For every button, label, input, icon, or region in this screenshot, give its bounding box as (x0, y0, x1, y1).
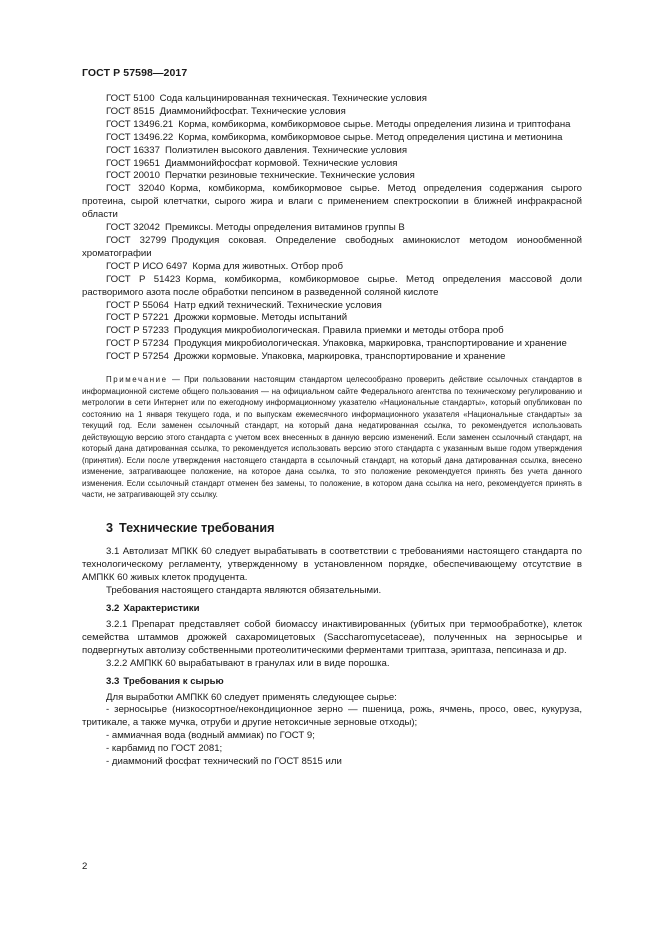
reference-title: Продукция микробиологическая. Упаковка, маркировка, транспортирование и хранение (174, 338, 567, 350)
reference-item (82, 222, 582, 235)
note-label: Примечание (106, 375, 168, 385)
list-item: - диаммоний фосфат технический по ГОСТ 8515 или (106, 756, 342, 768)
reference-item (82, 325, 582, 338)
reference-title: Диаммонийфосфат кормовой. Технические условия (164, 157, 398, 169)
reference-code: ГОСТ 13496.21 (106, 118, 174, 130)
reference-title: Корма, комбикорма, комбикормовое сырье. Методы определения лизина и триптофана (178, 118, 571, 130)
list-item: - зерносырье (низкосортное/некондиционное зерно — пшеница, рожь, ячмень, просо, овес, кукуруза, тритикале, а также мучка, отруби и другие нетоксичные зерновые отходы); (82, 704, 582, 729)
reference-title: Корма для животных. Отбор проб (192, 260, 343, 272)
subsection-title: Требования к сырью (123, 675, 224, 687)
reference-item (82, 274, 582, 300)
reference-title: Дрожжи кормовые. Упаковка, маркировка, транспортирование и хранение (174, 351, 506, 363)
section-title: Технические требования (119, 520, 275, 535)
reference-code: ГОСТ 20010 (106, 170, 160, 182)
reference-item (82, 235, 582, 261)
reference-title: Премиксы. Методы определения витаминов группы В (164, 222, 405, 234)
reference-title: Корма, комбикорма, комбикормовое сырье. Метод определения массовой доли растворимого азота после обработки пепсином в разведенной соляной кислоте (82, 273, 583, 298)
reference-item (82, 158, 582, 171)
reference-code: ГОСТ Р 51423 (106, 273, 181, 285)
reference-code: ГОСТ 8515 (106, 105, 155, 117)
reference-code: ГОСТ 32799 (106, 234, 167, 246)
subsection-title: Характеристики (123, 603, 200, 615)
subsection-heading-3-2 (106, 603, 582, 616)
reference-item (82, 261, 582, 274)
clause-3-1-mandatory: Требования настоящего стандарта являются обязательными. (106, 585, 382, 597)
reference-title: Продукция микробиологическая. Правила приемки и методы отбора проб (174, 325, 504, 337)
reference-code: ГОСТ 19651 (106, 157, 160, 169)
clause-3-2-1: 3.2.1 Препарат представляет собой биомассу инактивированных (убитых при термообработке), клеток семейства штаммов дрожжей сахаромицетовых (Saccharomycetaceae), полученных на зерносырье и подвергнутых автолизу собственными протеолитическими ферментами триптаза, эриптаза, пепсиназа и др. (82, 618, 582, 656)
subsection-heading-3-3 (106, 676, 582, 689)
reference-item (82, 170, 582, 183)
reference-item (82, 183, 582, 222)
reference-title: Корма, комбикорма, комбикормовое сырье. Метод определения цистина и метионина (178, 131, 563, 143)
subsection-number: 3.3 (106, 675, 120, 687)
reference-code: ГОСТ 5100 (106, 93, 155, 104)
subsection-number: 3.2 (106, 603, 120, 615)
reference-item (82, 338, 582, 351)
clause-3-3-intro: Для выработки АМПКК 60 следует применять следующее сырье: (106, 691, 397, 703)
section-number: 3 (106, 520, 114, 535)
document-header: ГОСТ Р 57598—2017 (82, 67, 188, 79)
page-content (82, 93, 582, 769)
reference-code: ГОСТ Р 57233 (106, 325, 169, 337)
reference-item (82, 300, 582, 313)
clause-3-2-2: 3.2.2 АМПКК 60 вырабатывают в гранулах или в виде порошка. (106, 657, 390, 669)
reference-title: Перчатки резиновые технические. Технические условия (164, 170, 415, 182)
list-item: - аммиачная вода (водный аммиак) по ГОСТ 9; (106, 730, 315, 742)
note-text: — При пользовании настоящим стандартом целесообразно проверить действие ссылочных стандартов в информационной системе общего пользования — на официальном сайте Федерального агентства по техническому регулированию и метрологии в сети Интернет или по ежегодному информационному указателю «Национальные стандарты», который опубликован по состоянию на 1 января текущего года, и по выпускам ежемесячного информационного указателя «Национальные стандарты» за текущий год. Если заменен ссылочный стандарт, на который дана недатированная ссылка, то рекомендуется использовать действующую версию этого стандарта с учетом всех внесенных в данную версию изменений. Если заменен ссылочный стандарт, на который дана датированная ссылка, то рекомендуется использовать версию этого стандарта с указанным выше годом утверждения (принятия). Если после утверждения настоящего стандарта в ссылочный стандарт, на который дана датированная ссылка, внесено изменение, затрагивающее положение, на которое дана ссылка, то это положение рекомендуется принять без учета данного изменения. Если ссылочный стандарт отменен без замены, то положение, в котором дана ссылка на него, рекомендуется принять в части, не затрагивающей эту ссылку. (82, 375, 582, 500)
page-number: 2 (82, 861, 88, 872)
reference-title: Корма, комбикорма, комбикормовое сырье. Метод определения содержания сырого протеина, сырой клетчатки, сырого жира и влаги с применением спектроскопии в ближней инфракрасной области (82, 183, 582, 221)
reference-item (82, 106, 582, 119)
reference-code: ГОСТ Р 57221 (106, 312, 169, 324)
reference-item (82, 312, 582, 325)
reference-code: ГОСТ 32040 (106, 183, 165, 195)
reference-note (82, 374, 582, 501)
section-heading (106, 522, 582, 535)
reference-code: ГОСТ Р 57234 (106, 338, 169, 350)
reference-code: ГОСТ Р 57254 (106, 351, 169, 363)
reference-title: Дрожжи кормовые. Методы испытаний (174, 312, 348, 324)
reference-item (82, 93, 582, 106)
reference-code: ГОСТ 16337 (106, 144, 160, 156)
reference-code: ГОСТ 32042 (106, 222, 160, 234)
reference-title: Диаммонийфосфат. Технические условия (159, 105, 346, 117)
reference-code: ГОСТ Р ИСО 6497 (106, 260, 188, 272)
list-item: - карбамид по ГОСТ 2081; (106, 743, 223, 755)
reference-title: Натр едкий технический. Технические условия (174, 299, 382, 311)
reference-title: Сода кальцинированная техническая. Технические условия (159, 93, 427, 104)
reference-item (82, 145, 582, 158)
reference-list (82, 93, 582, 364)
reference-title: Продукция соковая. Определение свободных аминокислот методом ионообменной хроматографии (82, 234, 582, 259)
reference-item (82, 132, 582, 145)
reference-item (82, 119, 582, 132)
raw-material-list (82, 704, 582, 769)
reference-code: ГОСТ Р 55064 (106, 299, 169, 311)
reference-title: Полиэтилен высокого давления. Технические условия (164, 144, 408, 156)
reference-item (82, 351, 582, 364)
clause-3-1: 3.1 Автолизат МПКК 60 следует вырабатывать в соответствии с требованиями настоящего стандарта по технологическому регламенту, утвержденному в установленном порядке, обеспечивающему отсутствие в АМПКК 60 живых клеток продуцента. (82, 546, 582, 584)
reference-code: ГОСТ 13496.22 (106, 131, 174, 143)
